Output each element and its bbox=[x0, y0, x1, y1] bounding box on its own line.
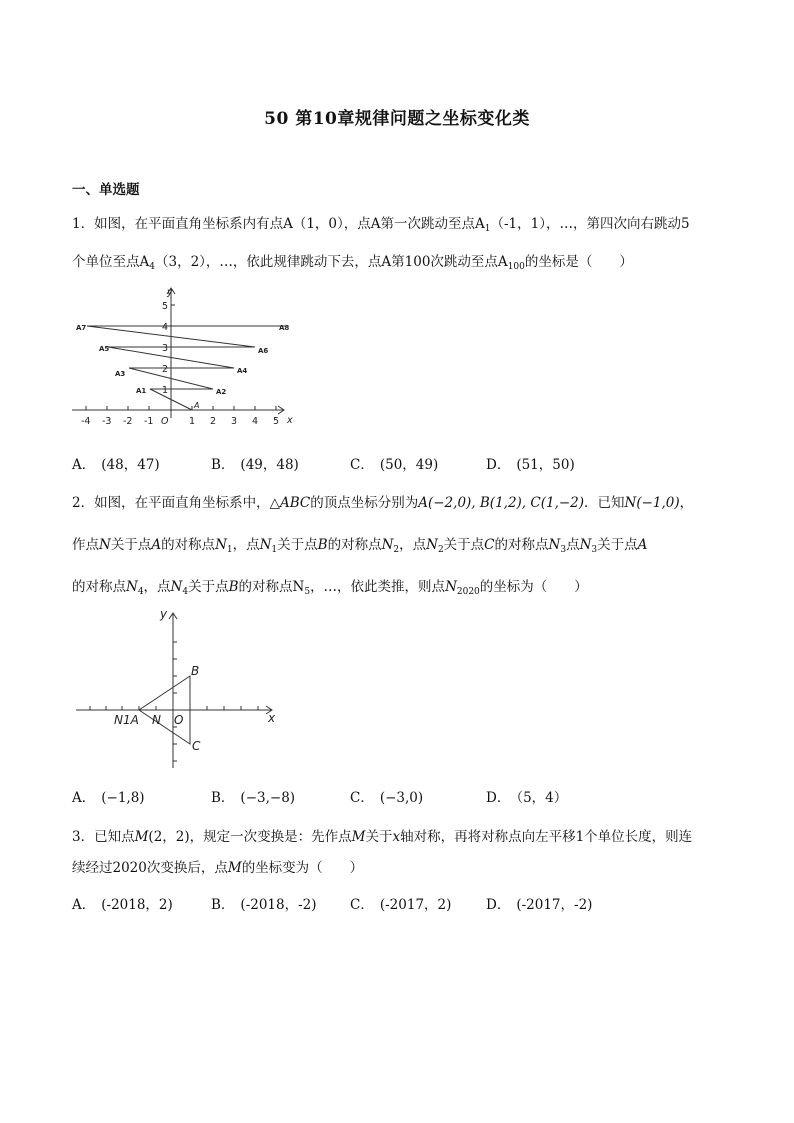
q3-option-d[interactable]: D． (-2017，-2) bbox=[486, 897, 593, 913]
q3-stem-line1: 3．已知点M(2，2)，规定一次变换是：先作点M关于x轴对称，再将对称点向左平移1个单位长度，则连 bbox=[72, 829, 693, 845]
q2-option-d[interactable]: D． （5，4） bbox=[486, 790, 568, 806]
q3-options bbox=[72, 893, 732, 913]
q1-x-label: x bbox=[287, 415, 293, 426]
q1-x-tick: 3 bbox=[231, 416, 238, 427]
q2-options bbox=[72, 786, 732, 806]
q1-y-label: y bbox=[167, 287, 173, 298]
q1-point-A1: A1 bbox=[136, 387, 147, 395]
q2-option-a[interactable]: A． (−1,8) bbox=[72, 790, 145, 806]
q1-y-tick: 5 bbox=[162, 301, 169, 312]
q1-x-tick: -2 bbox=[123, 416, 133, 427]
q2-y-label: y bbox=[160, 607, 168, 621]
q2-point-C: C bbox=[192, 739, 201, 753]
q2-option-c[interactable]: C． (−3,0) bbox=[350, 790, 424, 806]
q2-origin-label: O bbox=[174, 713, 184, 727]
q1-point-A6: A6 bbox=[258, 347, 269, 355]
q2-stem-line1: 2．如图，在平面直角坐标系中，△ABC的顶点坐标分别为A(−2,0), B(1,2), C(1,−2)．已知N(−1,0)， bbox=[72, 495, 694, 511]
q1-option-a[interactable]: A． (48，47) bbox=[72, 457, 160, 473]
q1-origin-label: O bbox=[161, 416, 169, 427]
q1-stem-line1: 1．如图，在平面直角坐标系内有点A（1，0），点A第一次跳动至点$A_1(-1$，1），…，第四次向右跳动5 bbox=[72, 216, 690, 234]
page-title: 50 第10章规律问题之坐标变化类 bbox=[264, 109, 530, 129]
q1-y-tick: 4 bbox=[162, 322, 169, 333]
q1-point-A7: A7 bbox=[76, 324, 87, 332]
q2-point-B: B bbox=[191, 664, 200, 678]
q1-x-tick: 2 bbox=[210, 416, 217, 427]
q3-option-b[interactable]: B． (-2018，-2) bbox=[211, 897, 317, 913]
q1-x-tick: -4 bbox=[81, 416, 91, 427]
q1-point-A2: A2 bbox=[216, 388, 227, 396]
q2-point-N1A: N1A bbox=[114, 713, 139, 727]
q2-stem-line3: 的对称点$N_4$，点$N_4$关于点B的对称点$N_5$，…，依此类推，则点$N_{2020}$的坐标为（ ） bbox=[72, 579, 588, 597]
q1-option-c[interactable]: C． (50，49) bbox=[350, 457, 439, 473]
q2-figure bbox=[72, 603, 287, 773]
q1-y-tick: 2 bbox=[162, 364, 169, 375]
q1-options bbox=[72, 453, 732, 473]
q2-option-b[interactable]: B． (−3,−8) bbox=[211, 790, 296, 806]
q3-stem-line2: 续经过2020次变换后，点M的坐标变为（ ） bbox=[72, 860, 364, 876]
q3-option-c[interactable]: C． (-2017，2) bbox=[350, 897, 452, 913]
q1-x-tick: -1 bbox=[144, 416, 154, 427]
q1-option-d[interactable]: D． (51，50) bbox=[486, 457, 575, 473]
q1-y-tick: 3 bbox=[162, 343, 169, 354]
q2-x-label: x bbox=[268, 711, 276, 725]
q1-figure bbox=[68, 282, 304, 432]
q2-point-N: N bbox=[152, 713, 161, 727]
q1-point-A3: A3 bbox=[115, 370, 126, 378]
q1-point-A: A bbox=[194, 401, 200, 410]
q1-point-A5: A5 bbox=[99, 345, 110, 353]
q1-y-tick: 1 bbox=[162, 385, 169, 396]
q1-x-tick: 5 bbox=[273, 416, 280, 427]
section-heading: 一、单选题 bbox=[72, 182, 140, 198]
q1-x-tick: 1 bbox=[189, 416, 196, 427]
q1-stem-line2: 个单位至点$A_4(3$，2），…，依此规律跳动下去，点A第100次跳动至点$A_{100}$的坐标是（ ） bbox=[72, 254, 633, 272]
q2-stem-line2: 作点N关于点A的对称点$N_1$，点$N_1$关于点B的对称点$N_2$，点$N_2$关于点C的对称点$N_3$点$N_3$关于点A bbox=[72, 537, 648, 555]
q1-x-tick: -3 bbox=[102, 416, 112, 427]
q1-point-A4: A4 bbox=[237, 367, 248, 375]
q1-option-b[interactable]: B． (49，48) bbox=[211, 457, 299, 473]
q3-option-a[interactable]: A． (-2018，2) bbox=[72, 897, 173, 913]
q1-x-tick: 4 bbox=[252, 416, 259, 427]
q1-point-A8: A8 bbox=[279, 324, 290, 332]
